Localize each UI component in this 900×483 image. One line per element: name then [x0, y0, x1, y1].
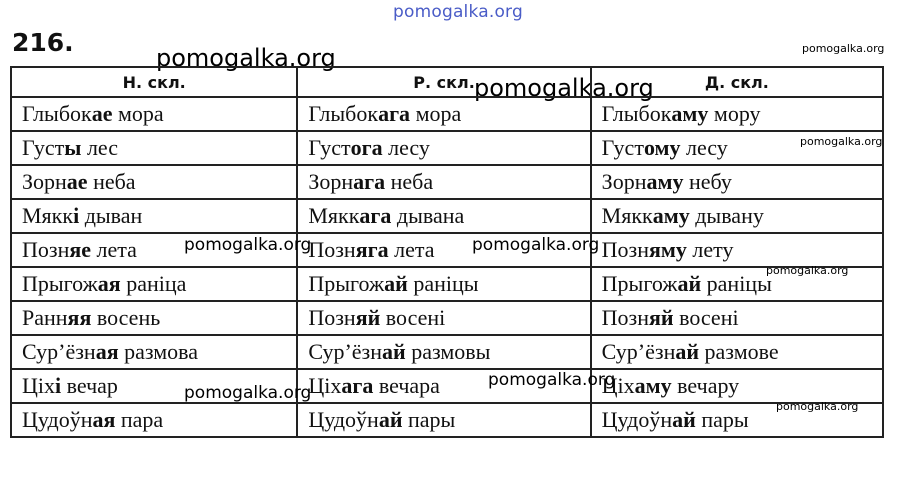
- ending-highlight: ай: [384, 271, 408, 296]
- ending-highlight: яя: [67, 305, 92, 330]
- ending-highlight: аму: [671, 101, 709, 126]
- table-cell: [11, 97, 297, 131]
- ending-highlight: ае: [91, 101, 113, 126]
- table-cell: [297, 97, 590, 131]
- watermark-small-3: pomogalka.org: [766, 264, 849, 277]
- table-cell: [591, 301, 883, 335]
- ending-highlight: аму: [652, 203, 690, 228]
- ending-highlight: аму: [646, 169, 684, 194]
- table-row: [11, 97, 883, 131]
- word-stem: Ціх: [22, 373, 55, 398]
- noun-word: пары: [695, 407, 749, 432]
- header-nominative: Н. скл.: [11, 67, 297, 97]
- table-cell: [297, 335, 590, 369]
- noun-word: лес: [81, 135, 119, 160]
- table-cell: [11, 131, 297, 165]
- noun-word: лесу: [680, 135, 728, 160]
- word-stem: Прыгож: [308, 271, 385, 296]
- word-stem: Мякк: [601, 203, 653, 228]
- word-stem: Позн: [308, 305, 356, 330]
- word-stem: Зорн: [308, 169, 354, 194]
- word-stem: Позн: [601, 305, 650, 330]
- word-stem: Сур’ёзн: [22, 339, 96, 364]
- word-stem: Густ: [308, 135, 351, 160]
- table-cell: [11, 267, 297, 301]
- word-stem: Мякк: [308, 203, 360, 228]
- word-stem: Позн: [308, 237, 356, 262]
- word-stem: Цудоўн: [308, 407, 379, 432]
- noun-word: вечара: [373, 373, 440, 398]
- table-cell: [591, 335, 883, 369]
- word-stem: Зорн: [22, 169, 67, 194]
- word-stem: Глыбок: [601, 101, 672, 126]
- word-stem: Цудоўн: [601, 407, 673, 432]
- declension-table: [10, 66, 884, 438]
- ending-highlight: яму: [649, 237, 687, 262]
- ending-highlight: ай: [672, 407, 696, 432]
- word-stem: Глыбок: [308, 101, 379, 126]
- header-genitive: Р. скл.: [297, 67, 590, 97]
- noun-word: дыван: [79, 203, 143, 228]
- table-cell: [297, 131, 590, 165]
- word-stem: Прыгож: [22, 271, 98, 296]
- noun-word: пары: [402, 407, 456, 432]
- word-stem: Ціх: [601, 373, 635, 398]
- table-row: [11, 199, 883, 233]
- noun-word: мора: [112, 101, 164, 126]
- table-cell: [11, 335, 297, 369]
- word-stem: Сур’ёзн: [601, 339, 676, 364]
- watermark-large-2: pomogalka.org: [474, 74, 654, 102]
- table-row: [11, 131, 883, 165]
- noun-word: неба: [385, 169, 434, 194]
- watermark-mid-3: pomogalka.org: [184, 383, 312, 403]
- word-stem: Ранн: [22, 305, 68, 330]
- ending-highlight: ага: [353, 169, 386, 194]
- watermark-small-1: pomogalka.org: [802, 42, 885, 55]
- ending-highlight: ая: [95, 339, 119, 364]
- noun-word: пара: [115, 407, 164, 432]
- ending-highlight: ай: [675, 339, 700, 364]
- noun-word: размовы: [405, 339, 491, 364]
- watermark-large-1: pomogalka.org: [156, 44, 336, 72]
- table-cell: [11, 165, 297, 199]
- watermark-small-2: pomogalka.org: [800, 135, 883, 148]
- table-row: [11, 301, 883, 335]
- ending-highlight: ая: [97, 271, 121, 296]
- ending-highlight: ому: [643, 135, 681, 160]
- table-row: [11, 403, 883, 437]
- table-cell: [297, 199, 590, 233]
- noun-word: лета: [388, 237, 435, 262]
- watermark-mid-1: pomogalka.org: [184, 235, 312, 255]
- noun-word: восені: [673, 305, 739, 330]
- table-row: [11, 165, 883, 199]
- word-stem: Ціх: [308, 373, 342, 398]
- noun-word: раніца: [120, 271, 187, 296]
- ending-highlight: яй: [355, 305, 381, 330]
- exercise-number: 216.: [12, 28, 74, 57]
- table-cell: [591, 199, 883, 233]
- noun-word: лета: [91, 237, 137, 262]
- ending-highlight: ага: [378, 101, 411, 126]
- word-stem: Зорн: [601, 169, 647, 194]
- word-stem: Мякк: [22, 203, 74, 228]
- table-cell: [11, 199, 297, 233]
- table-cell: [11, 301, 297, 335]
- ending-highlight: яе: [69, 237, 92, 262]
- table-cell: [591, 233, 883, 267]
- word-stem: Сур’ёзн: [308, 339, 383, 364]
- noun-word: неба: [87, 169, 136, 194]
- word-stem: Густ: [22, 135, 65, 160]
- ending-highlight: аму: [634, 373, 672, 398]
- header-dative: Д. скл.: [591, 67, 883, 97]
- table-cell: [297, 403, 590, 437]
- ending-highlight: яга: [355, 237, 389, 262]
- ending-highlight: ай: [378, 407, 403, 432]
- noun-word: дывану: [689, 203, 764, 228]
- noun-word: раніцы: [407, 271, 479, 296]
- noun-word: лесу: [382, 135, 430, 160]
- table-cell: [11, 403, 297, 437]
- word-stem: Глыбок: [22, 101, 92, 126]
- ending-highlight: ага: [359, 203, 392, 228]
- word-stem: Прыгож: [601, 271, 678, 296]
- noun-word: мору: [708, 101, 761, 126]
- noun-word: дывана: [391, 203, 465, 228]
- watermark-top: pomogalka.org: [393, 2, 523, 22]
- noun-word: размова: [118, 339, 199, 364]
- noun-word: вечар: [61, 373, 118, 398]
- watermark-mid-2: pomogalka.org: [472, 235, 600, 255]
- noun-word: вечару: [671, 373, 740, 398]
- table-cell: [591, 131, 883, 165]
- noun-word: восені: [380, 305, 446, 330]
- table-cell: [591, 369, 883, 403]
- noun-word: размове: [699, 339, 779, 364]
- table-cell: [591, 97, 883, 131]
- table-cell: [591, 165, 883, 199]
- noun-word: восень: [91, 305, 161, 330]
- ending-highlight: ая: [92, 407, 116, 432]
- ending-highlight: ай: [677, 271, 702, 296]
- noun-word: раніцы: [701, 271, 772, 296]
- noun-word: мора: [410, 101, 462, 126]
- table-cell: [297, 267, 590, 301]
- watermark-small-4: pomogalka.org: [776, 400, 859, 413]
- table-row: [11, 335, 883, 369]
- word-stem: Густ: [601, 135, 644, 160]
- ending-highlight: ага: [341, 373, 374, 398]
- word-stem: Позн: [22, 237, 70, 262]
- ending-highlight: ы: [64, 135, 82, 160]
- ending-highlight: ога: [350, 135, 383, 160]
- ending-highlight: ай: [382, 339, 406, 364]
- word-stem: Позн: [601, 237, 650, 262]
- noun-word: небу: [683, 169, 732, 194]
- table-row: [11, 267, 883, 301]
- table-cell: [297, 165, 590, 199]
- ending-highlight: і: [55, 373, 62, 398]
- table-header-row: [11, 67, 883, 97]
- watermark-mid-4: pomogalka.org: [488, 370, 616, 390]
- word-stem: Цудоўн: [22, 407, 93, 432]
- ending-highlight: яй: [649, 305, 674, 330]
- table-cell: [297, 301, 590, 335]
- noun-word: лету: [686, 237, 734, 262]
- ending-highlight: і: [73, 203, 80, 228]
- table-row: [11, 233, 883, 267]
- table-row: [11, 369, 883, 403]
- ending-highlight: ае: [66, 169, 88, 194]
